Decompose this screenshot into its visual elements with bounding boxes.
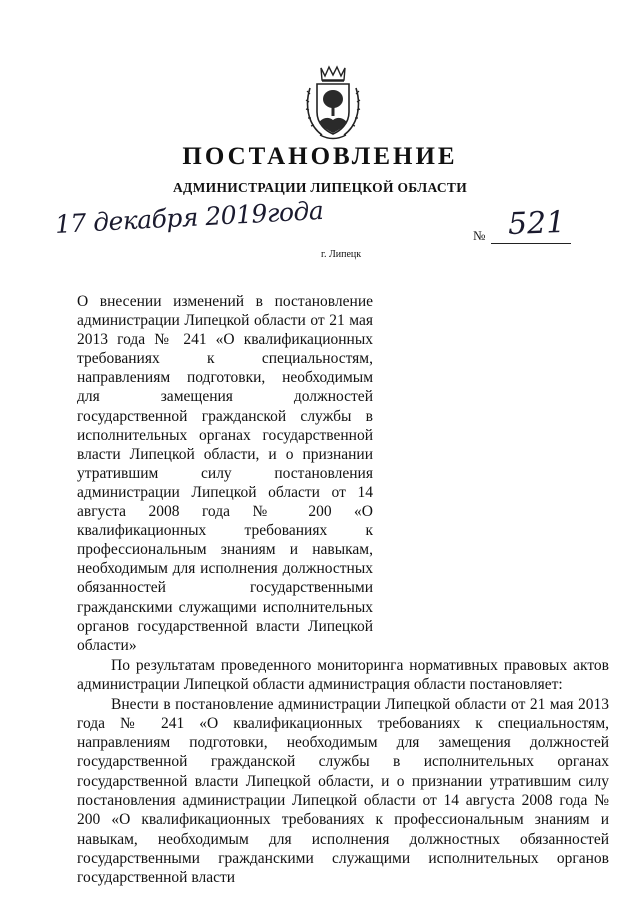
coat-of-arms-emblem	[304, 64, 362, 142]
handwritten-number: 521	[507, 205, 566, 242]
handwritten-date: 17 декабря 2019года	[54, 195, 324, 239]
number-label: №	[473, 228, 486, 243]
number-underline	[491, 243, 571, 244]
document-title: ПОСТАНОВЛЕНИЕ	[182, 143, 458, 170]
city-label: г. Липецк	[321, 249, 362, 260]
body-paragraph: Внести в постановление администрации Липецкой области от 21 мая 2013 года № 241 «О квалификационных требованиях к специальностям, направлениям подготовки, необходимым для замещения должностей государственной гражданской службы в исполнительных органах государственной власти Липецкой области, и о признании утратившим силу постановления администрации Липецкой области от 14 августа 2008 года № 200 «О квалификационных требованиях к профессиональным знаниям и навыкам, необходимым для исполнения должностных обязанностей государственными гражданскими служащими исполнительных органов государственной власти	[77, 695, 609, 887]
document-subtitle: АДМИНИСТРАЦИИ ЛИПЕЦКОЙ ОБЛАСТИ	[172, 180, 468, 195]
body-paragraph: По результатам проведенного мониторинга нормативных правовых актов администрации Липецкой области администрация области постановляет:	[77, 657, 609, 694]
document-subject: О внесении изменений в постановление администрации Липецкой области от 21 мая 2013 года № 241 «О квалификационных требованиях к специальностям, направлениям подготовки, необходимым для замещения должностей государственной гражданской службы в исполнительных органах государственной власти Липецкой области, и о признании утратившим силу постановления администрации Липецкой области от 14 августа 2008 года № 200 «О квалификационных требованиях к профессиональным знаниям и навыкам, необходимым для исполнения должностных обязанностей государственными гражданскими служащими исполнительных органов государственной власти Липецкой области»	[77, 293, 373, 654]
document-body	[77, 656, 609, 888]
